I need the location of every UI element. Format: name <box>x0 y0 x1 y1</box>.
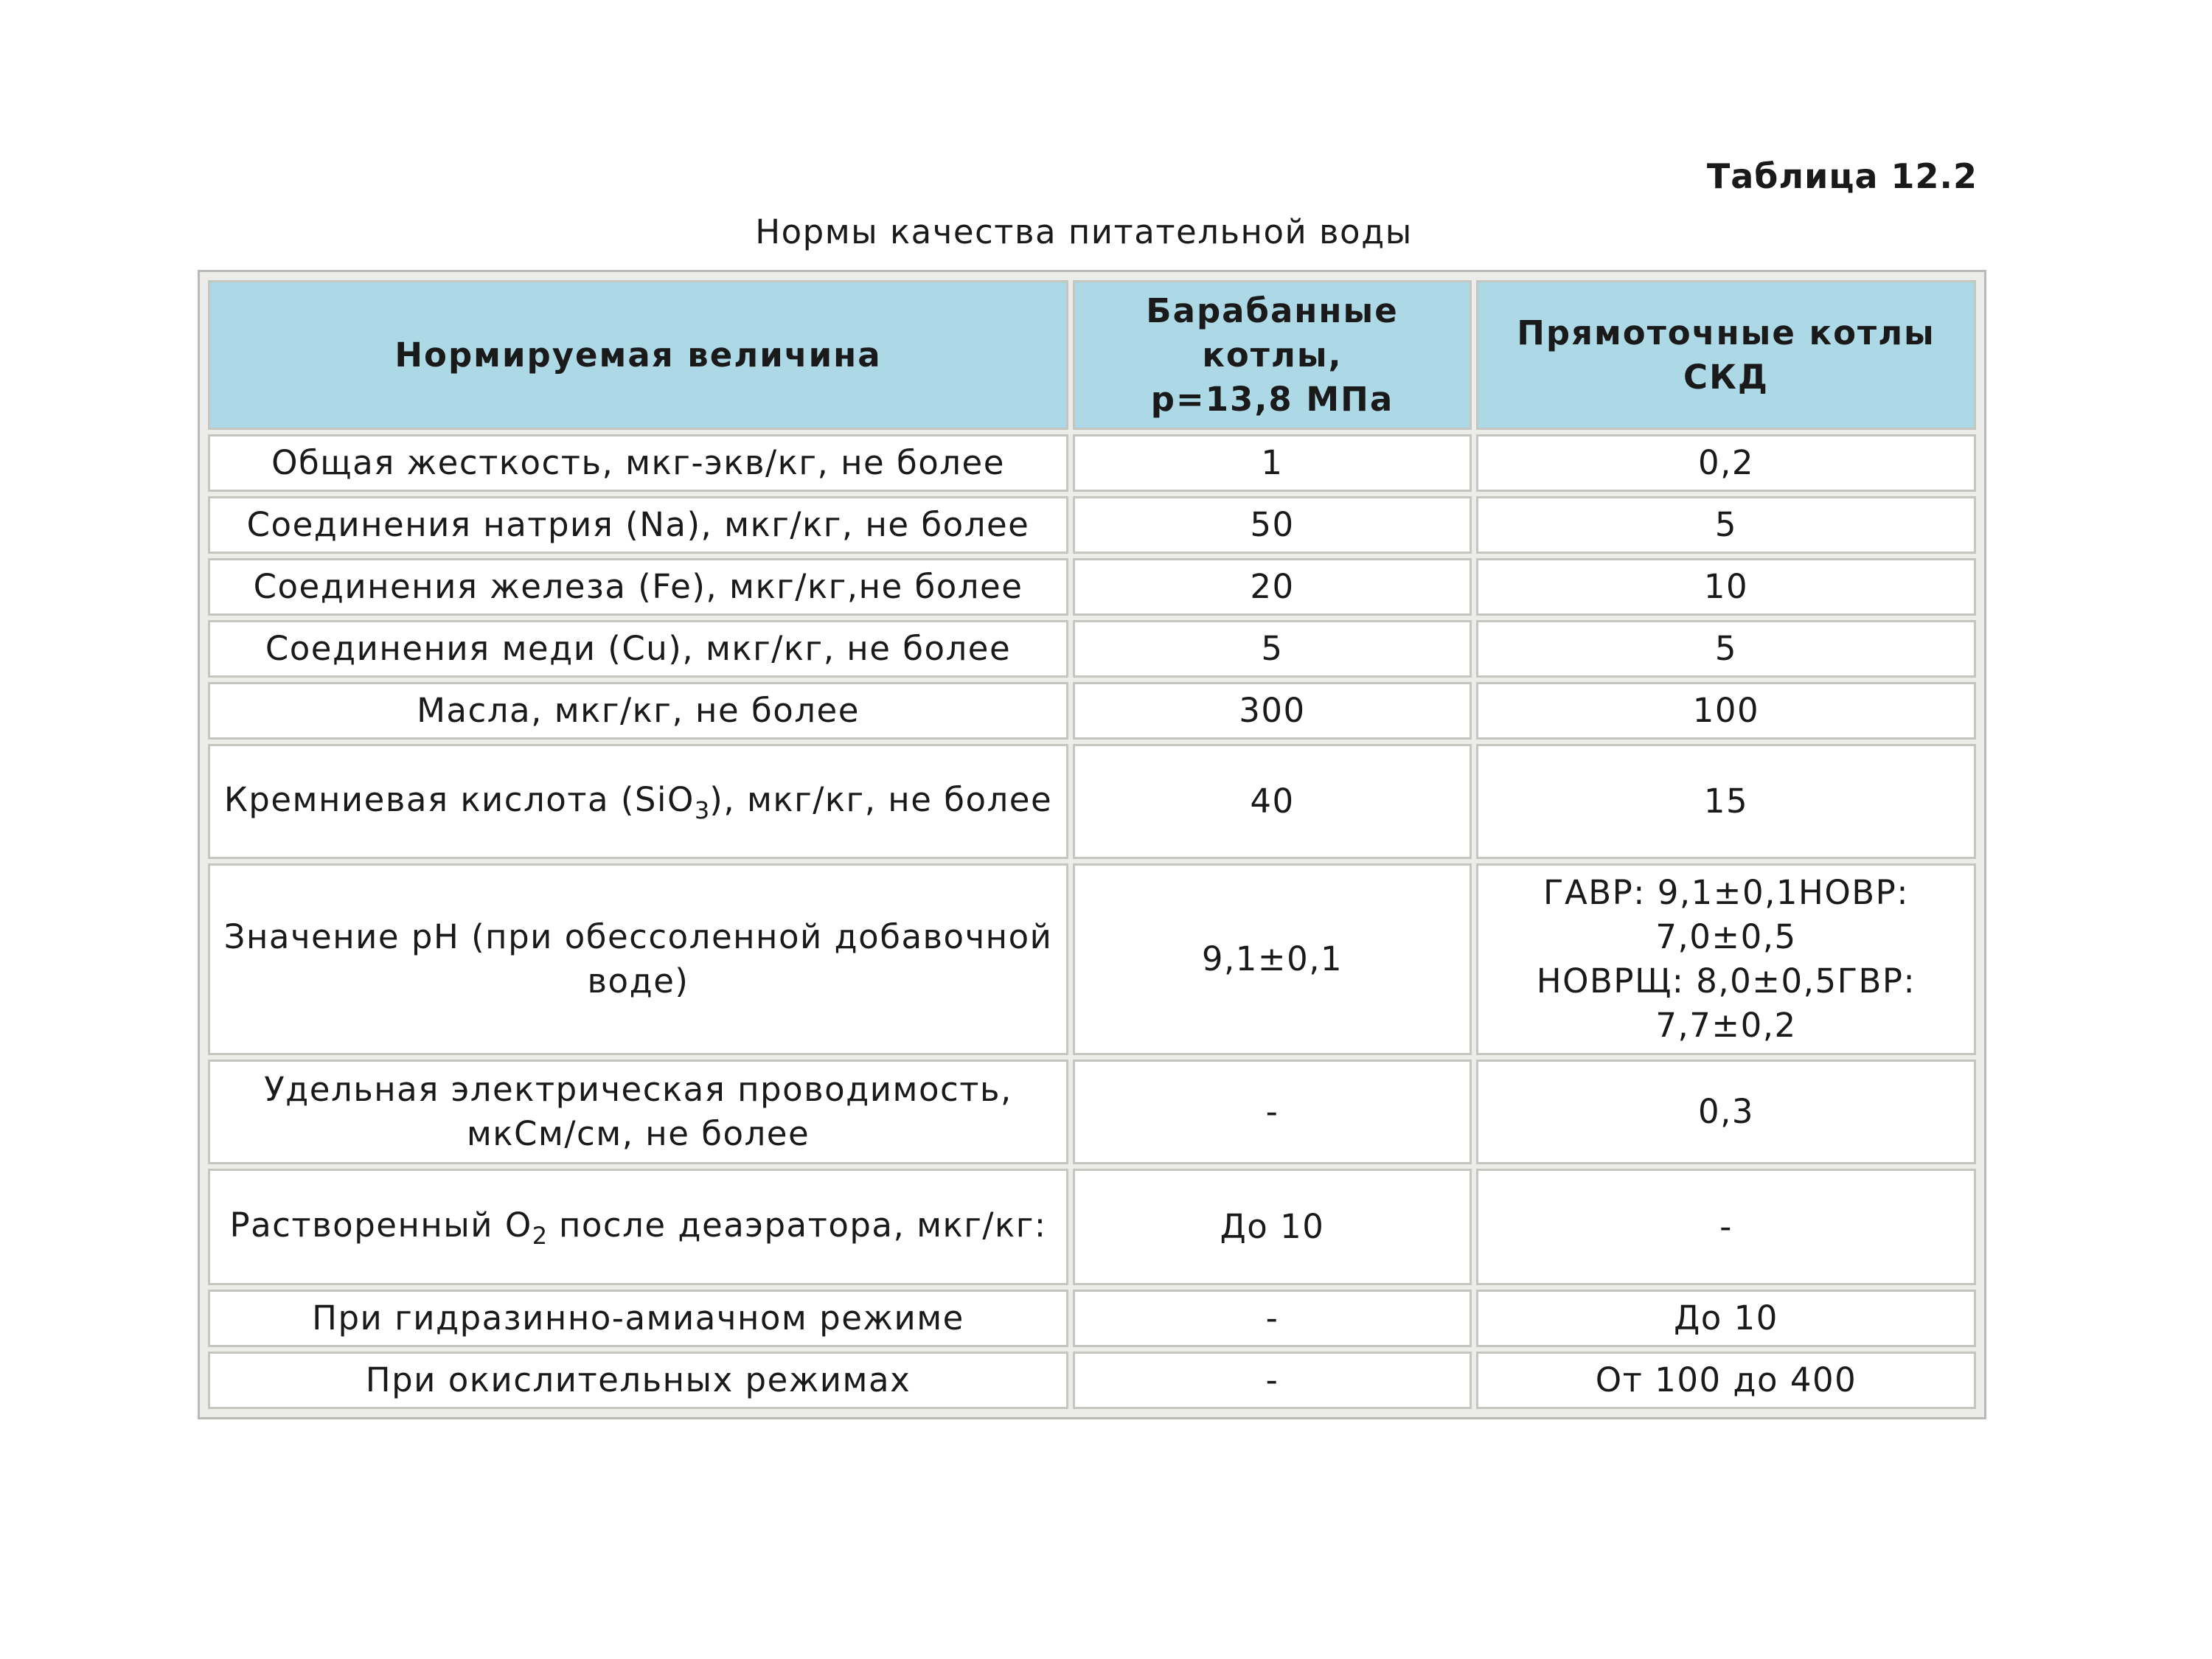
once-through-value-cell: 0,3 <box>1476 1060 1976 1164</box>
once-through-value-cell: От 100 до 400 <box>1476 1352 1976 1409</box>
once-through-value-cell: 10 <box>1476 558 1976 616</box>
once-through-value-cell: До 10 <box>1476 1290 1976 1347</box>
subscript: 2 <box>532 1222 548 1250</box>
drum-value-cell: 20 <box>1073 558 1472 616</box>
parameter-text: Растворенный O <box>229 1206 532 1245</box>
drum-value-cell: - <box>1073 1290 1472 1347</box>
drum-value-cell: 40 <box>1073 744 1472 859</box>
table-caption: Нормы качества питательной воды <box>755 212 1413 251</box>
table-row <box>208 863 1976 1055</box>
drum-value-cell: 9,1±0,1 <box>1073 863 1472 1055</box>
parameter-text: Кремниевая кислота (SiO <box>223 780 695 819</box>
once-through-value-cell: 100 <box>1476 682 1976 740</box>
parameter-cell: При окислительных режимах <box>208 1352 1068 1409</box>
table-row <box>208 434 1976 492</box>
header-parameter: Нормируемая величина <box>208 280 1068 430</box>
header-drum-line2: котлы, <box>1202 335 1343 375</box>
norms-table-frame <box>198 270 1986 1419</box>
header-once-line1: Прямоточные котлы <box>1517 313 1935 352</box>
drum-value-cell: 50 <box>1073 496 1472 554</box>
parameter-text: после деаэратора, мкг/кг: <box>547 1206 1047 1245</box>
table-row <box>208 558 1976 616</box>
table-row <box>208 682 1976 740</box>
table-header-row <box>208 280 1976 430</box>
table-row <box>208 620 1976 678</box>
parameter-cell <box>208 744 1068 859</box>
table-row <box>208 1352 1976 1409</box>
once-through-value-cell: 5 <box>1476 496 1976 554</box>
header-once-line2: СКД <box>1683 357 1769 397</box>
parameter-cell: Значение рН (при обессоленной добавочной воде) <box>208 863 1068 1055</box>
once-through-value-cell: 15 <box>1476 744 1976 859</box>
drum-value-cell: 5 <box>1073 620 1472 678</box>
table-row <box>208 1169 1976 1285</box>
parameter-text: ), мкг/кг, не более <box>709 780 1053 819</box>
header-drum-boilers <box>1073 280 1472 430</box>
table-row <box>208 744 1976 859</box>
subscript: 3 <box>694 796 710 824</box>
drum-value-cell: - <box>1073 1352 1472 1409</box>
table-number-label: Таблица 12.2 <box>1706 156 1978 196</box>
header-drum-line1: Барабанные <box>1146 291 1399 330</box>
table-row <box>208 496 1976 554</box>
parameter-cell: Соединения железа (Fe), мкг/кг,не более <box>208 558 1068 616</box>
parameter-cell: Общая жесткость, мкг-экв/кг, не более <box>208 434 1068 492</box>
drum-value-cell: 300 <box>1073 682 1472 740</box>
value-line: НОВРЩ: 8,0±0,5ГВР: <box>1536 961 1916 1001</box>
value-line: ГАВР: 9,1±0,1НОВР: <box>1543 873 1909 912</box>
table-row <box>208 1060 1976 1164</box>
table-row <box>208 1290 1976 1347</box>
drum-value-cell: До 10 <box>1073 1169 1472 1285</box>
parameter-cell: При гидразинно-амиачном режиме <box>208 1290 1068 1347</box>
once-through-value-cell: 5 <box>1476 620 1976 678</box>
drum-value-cell: - <box>1073 1060 1472 1164</box>
parameter-cell: Масла, мкг/кг, не более <box>208 682 1068 740</box>
once-through-value-cell <box>1476 863 1976 1055</box>
header-once-through-boilers <box>1476 280 1976 430</box>
value-line: 7,7±0,2 <box>1655 1006 1797 1045</box>
parameter-cell: Соединения меди (Cu), мкг/кг, не более <box>208 620 1068 678</box>
once-through-value-cell: - <box>1476 1169 1976 1285</box>
header-drum-line3: р=13,8 МПа <box>1150 379 1394 419</box>
value-line: 7,0±0,5 <box>1655 917 1797 956</box>
parameter-cell: Соединения натрия (Na), мкг/кг, не более <box>208 496 1068 554</box>
once-through-value-cell: 0,2 <box>1476 434 1976 492</box>
parameter-cell <box>208 1169 1068 1285</box>
drum-value-cell: 1 <box>1073 434 1472 492</box>
parameter-cell: Удельная электрическая проводимость, мкСм/см, не более <box>208 1060 1068 1164</box>
feedwater-norms-table <box>204 276 1980 1413</box>
